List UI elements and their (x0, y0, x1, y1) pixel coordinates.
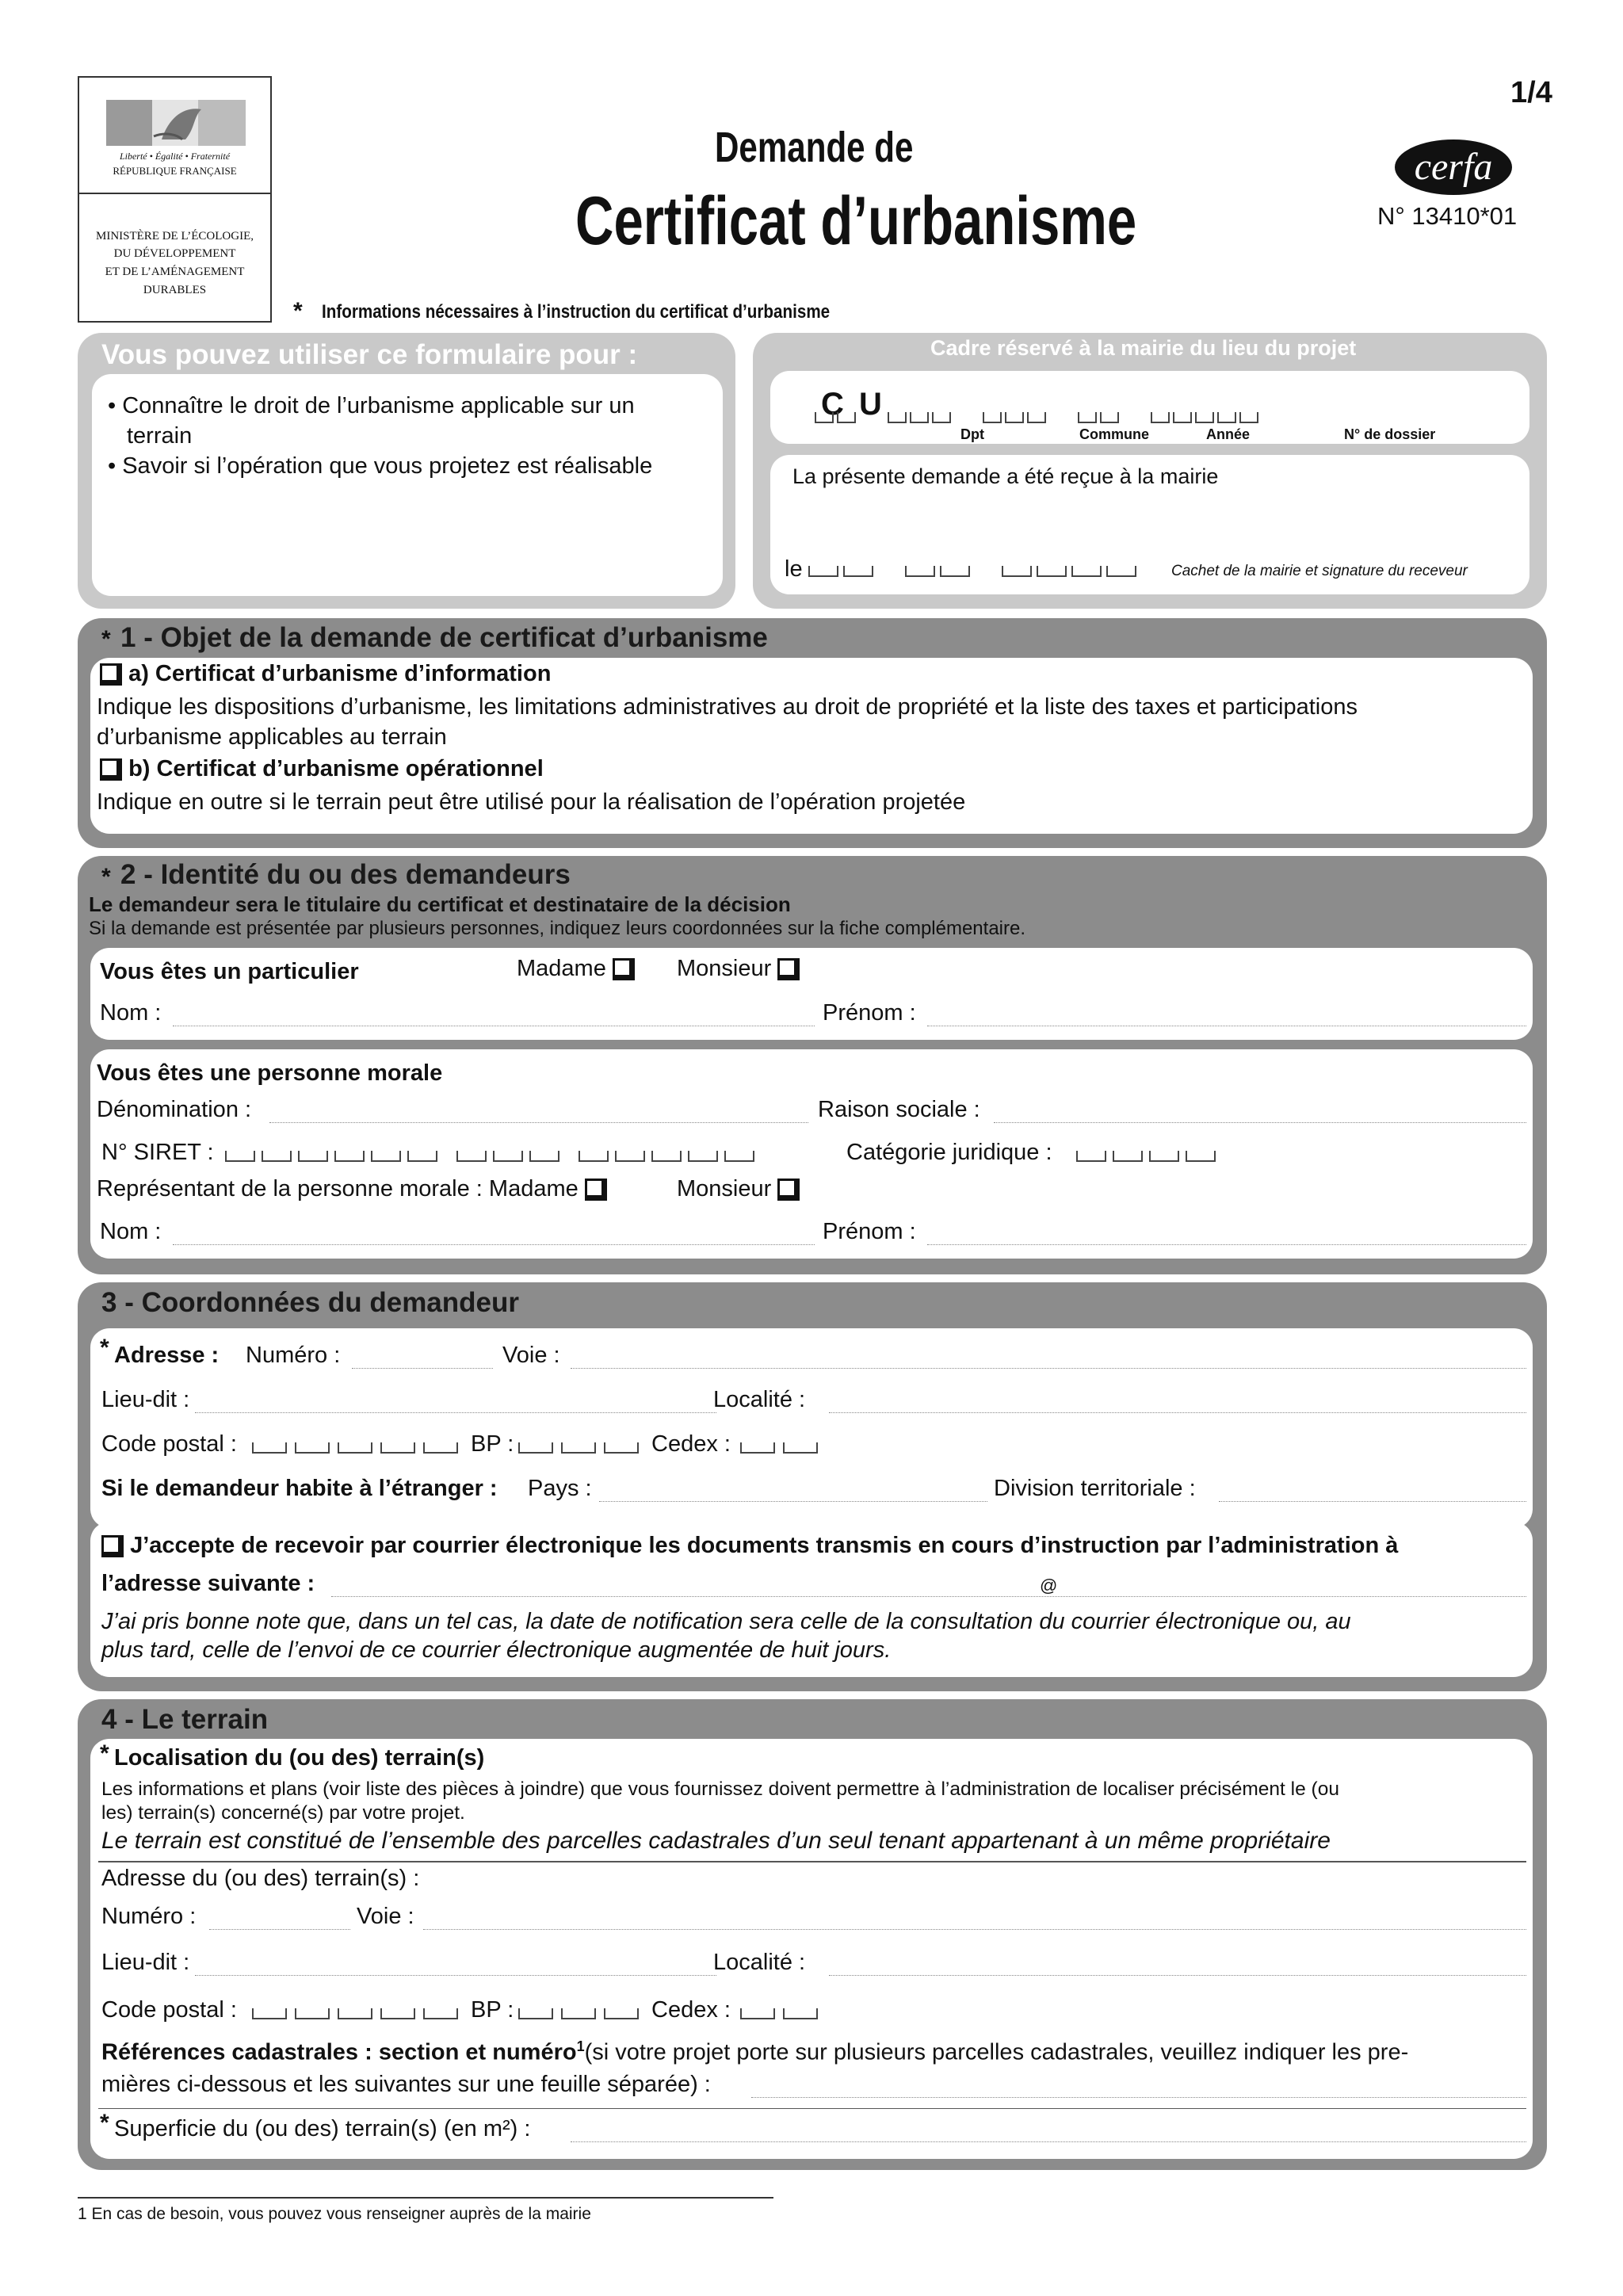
usage-item-1-cont: terrain (127, 423, 193, 449)
s2-subtitle-2: Si la demande est présentée par plusieurs personnes, indiquez leurs coordonnées sur la fiche complémentaire. (89, 918, 1026, 939)
email-accept-option[interactable]: J’accepte de recevoir par courrier électronique les documents transmis en cours d’instruction par l’administration à (101, 1533, 1398, 1559)
ministry-line-3: ET DE L’AMÉNAGEMENT (105, 266, 245, 278)
usage-title: Vous pouvez utiliser ce formulaire pour : (101, 339, 638, 370)
pays-field[interactable] (599, 1501, 987, 1502)
option-a-desc-2: d’urbanisme applicables au terrain (97, 724, 447, 750)
cachet-label: Cachet de la mairie et signature du receveur (1171, 563, 1468, 579)
s2-subtitle-1: Le demandeur sera le titulaire du certificat et destinataire de la décision (89, 892, 791, 916)
cp-label: Code postal : (101, 1431, 237, 1457)
adresse-terrain-label: Adresse du (ou des) terrain(s) : (101, 1866, 420, 1891)
rep-monsieur-checkbox[interactable] (777, 1179, 800, 1201)
ministry-line-2: DU DÉVELOPPEMENT (113, 247, 236, 260)
cu-label: C U (821, 387, 885, 422)
denomination-label: Dénomination : (97, 1097, 252, 1122)
email-note-2: plus tard, celle de l’envoi de ce courrier électronique augmentée de huit jours. (101, 1637, 892, 1663)
t-cp-label: Code postal : (101, 1997, 237, 2023)
rep-nom-field[interactable] (173, 1244, 815, 1245)
superficie-label: Superficie du (ou des) terrain(s) (en m²) : (114, 2116, 531, 2141)
email-note-1: J’ai pris bonne note que, dans un tel cas, la date de notification sera celle de la consultation du courrier électronique ou, au (101, 1609, 1351, 1634)
loc-info-2: les) terrain(s) concerné(s) par votre projet. (101, 1802, 465, 1824)
logo-divider (79, 193, 270, 194)
t-cedex-boxes[interactable] (740, 2008, 826, 2019)
s2-star: * (101, 864, 111, 890)
rep-prenom-field[interactable] (927, 1244, 1526, 1245)
refs-field[interactable] (751, 2097, 1526, 2098)
t-voie-field[interactable] (423, 1929, 1526, 1930)
tenant-note: Le terrain est constitué de l’ensemble des parcelles cadastrales d’un seul tenant appartenant à un même propriétaire (101, 1828, 1331, 1854)
t-bp-boxes[interactable] (518, 2008, 647, 2019)
page-title: Certificat d’urbanisme (575, 183, 1137, 259)
s4-title: 4 - Le terrain (101, 1704, 269, 1735)
localite-label: Localité : (713, 1387, 806, 1412)
s1-box (90, 658, 1533, 834)
voie-label: Voie : (502, 1343, 560, 1368)
option-b[interactable]: b) Certificat d’urbanisme opérationnel (100, 756, 544, 782)
division-label: Division territoriale : (994, 1476, 1196, 1501)
categorie-label: Catégorie juridique : (846, 1140, 1052, 1165)
section-3 (78, 1282, 1547, 1691)
localite-field[interactable] (829, 1412, 1526, 1413)
page-number: 1/4 (1510, 76, 1552, 109)
rep-nom-label: Nom : (100, 1219, 162, 1244)
adresse-label: Adresse : (114, 1343, 220, 1368)
numero-label: Numéro : (246, 1343, 341, 1368)
t-voie-label: Voie : (357, 1904, 414, 1929)
raison-field[interactable] (994, 1122, 1526, 1123)
siret-label: N° SIRET : (101, 1140, 214, 1165)
voie-field[interactable] (571, 1368, 1526, 1369)
cerfa-logo: cerfa (1395, 139, 1512, 195)
loc-star: * (100, 1740, 109, 1767)
title-line-1: Demande de (715, 124, 914, 171)
ministry-line-4: DURABLES (143, 284, 207, 296)
option-b-desc: Indique en outre si le terrain peut être utilisé pour la réalisation de l’opération projetée (97, 789, 966, 815)
loc-info-1: Les informations et plans (voir liste des pièces à joindre) que vous fournissez doivent permettre à l’administration de localiser précisément le (ou (101, 1778, 1339, 1800)
pays-label: Pays : (528, 1476, 592, 1501)
option-a-desc-1: Indique les dispositions d’urbanisme, les limitations administratives au droit de propriété et la liste des taxes et participations (97, 694, 1358, 720)
t-bp-label: BP : (471, 1997, 514, 2023)
footnote-rule (78, 2197, 773, 2199)
t-numero-label: Numéro : (101, 1904, 197, 1929)
s1-star: * (101, 626, 111, 652)
email-address-label: l’adresse suivante : (101, 1571, 315, 1596)
refs-line-1: Références cadastrales : section et numéro$^1$(si votre projet porte sur plusieurs parcelles cadastrales, veuillez indiquer les pre- (101, 2038, 1409, 2065)
t-lieudit-field[interactable] (195, 1975, 716, 1976)
le-label: le (785, 556, 803, 582)
denomination-field[interactable] (269, 1122, 808, 1123)
t-lieudit-label: Lieu-dit : (101, 1950, 190, 1975)
cedex-label: Cedex : (651, 1431, 731, 1457)
nom-label: Nom : (100, 1000, 162, 1026)
division-field[interactable] (1219, 1501, 1526, 1502)
motto: Liberté • Égalité • Fraternité (119, 151, 231, 162)
madame-checkbox[interactable] (613, 958, 635, 980)
ministry-line-1: MINISTÈRE DE L’ÉCOLOGIE, (95, 230, 254, 243)
required-note: Informations nécessaires à l’instruction du certificat d’urbanisme (322, 301, 831, 323)
prenom-label: Prénom : (823, 1000, 916, 1026)
s3-address-box (90, 1328, 1533, 1528)
label-dossier: N° de dossier (1344, 426, 1436, 442)
adresse-star: * (100, 1335, 109, 1361)
cu-code-boxes (815, 412, 1262, 423)
particulier-box (90, 948, 1533, 1040)
rep-madame-checkbox[interactable] (585, 1179, 607, 1201)
morale-box (90, 1049, 1533, 1259)
s1-title: 1 - Objet de la demande de certificat d’urbanisme (120, 622, 768, 653)
republic-label: RÉPUBLIQUE FRANÇAISE (113, 165, 237, 177)
etranger-label: Si le demandeur habite à l’étranger : (101, 1476, 498, 1501)
madame-option[interactable]: Madame (517, 956, 635, 982)
email-at: @ (1040, 1576, 1058, 1595)
cu-box (770, 371, 1529, 444)
label-dpt: Dpt (960, 426, 984, 442)
logo-block (78, 76, 272, 323)
rep-prenom-label: Prénom : (823, 1219, 916, 1244)
cedex-boxes[interactable] (740, 1442, 826, 1454)
email-accept-checkbox[interactable] (101, 1535, 124, 1557)
t-localite-label: Localité : (713, 1950, 806, 1975)
received-label: La présente demande a été reçue à la mairie (792, 464, 1219, 488)
cerfa-number: N° 13410*01 (1377, 202, 1518, 230)
usage-item-1: • Connaître le droit de l’urbanisme applicable sur un (108, 393, 635, 418)
mairie-panel (753, 333, 1547, 609)
monsieur-option[interactable]: Monsieur (677, 956, 800, 982)
marianne-logo (106, 100, 246, 146)
particulier-label: Vous êtes un particulier (100, 959, 359, 984)
categorie-boxes[interactable] (1076, 1151, 1222, 1162)
section-2 (78, 856, 1547, 1274)
section-1 (78, 618, 1547, 848)
s3-email-box (90, 1522, 1533, 1677)
bp-label: BP : (471, 1431, 514, 1457)
t-numero-field[interactable] (209, 1929, 350, 1930)
superficie-star: * (100, 2110, 109, 2136)
refs-line-2: mières ci-dessous et les suivantes sur une feuille séparée) : (101, 2072, 711, 2097)
s4-box (90, 1739, 1533, 2159)
label-annee: Année (1206, 426, 1251, 442)
t-cp-boxes[interactable] (252, 2008, 466, 2019)
usage-panel (78, 333, 735, 609)
s3-title: 3 - Coordonnées du demandeur (101, 1287, 519, 1318)
mairie-title: Cadre réservé à la mairie du lieu du projet (930, 336, 1357, 360)
cp-boxes[interactable] (252, 1442, 466, 1454)
checkbox-a[interactable] (100, 663, 122, 686)
tenant-underline (98, 1861, 1526, 1862)
siret-boxes[interactable] (225, 1151, 761, 1162)
refs-underline (98, 2108, 1526, 2109)
checkbox-b[interactable] (100, 758, 122, 781)
required-star: * (293, 298, 303, 324)
numero-field[interactable] (352, 1368, 493, 1369)
footnote: 1 En cas de besoin, vous pouvez vous renseigner auprès de la mairie (78, 2205, 591, 2223)
morale-label: Vous êtes une personne morale (97, 1060, 443, 1086)
rep-monsieur-option[interactable]: Monsieur (677, 1176, 800, 1202)
raison-label: Raison sociale : (818, 1097, 980, 1122)
representant-option[interactable]: Représentant de la personne morale : Madame (97, 1176, 607, 1202)
option-a[interactable]: a) Certificat d’urbanisme d’information (100, 661, 551, 687)
lieudit-label: Lieu-dit : (101, 1387, 190, 1412)
email-field[interactable] (331, 1596, 1526, 1597)
t-localite-field[interactable] (829, 1975, 1526, 1976)
usage-item-2: • Savoir si l’opération que vous projetez est réalisable (108, 453, 653, 479)
received-box (770, 455, 1529, 594)
superficie-field[interactable] (571, 2141, 1526, 2142)
section-4 (78, 1699, 1547, 2170)
date-boxes[interactable] (808, 566, 1141, 577)
s2-title: 2 - Identité du ou des demandeurs (120, 859, 571, 890)
label-commune: Commune (1079, 426, 1150, 442)
loc-label: Localisation du (ou des) terrain(s) (114, 1745, 485, 1771)
monsieur-checkbox[interactable] (777, 958, 800, 980)
bp-boxes[interactable] (518, 1442, 647, 1454)
t-cedex-label: Cedex : (651, 1997, 731, 2023)
lieudit-field[interactable] (195, 1412, 716, 1413)
usage-box (92, 374, 723, 596)
